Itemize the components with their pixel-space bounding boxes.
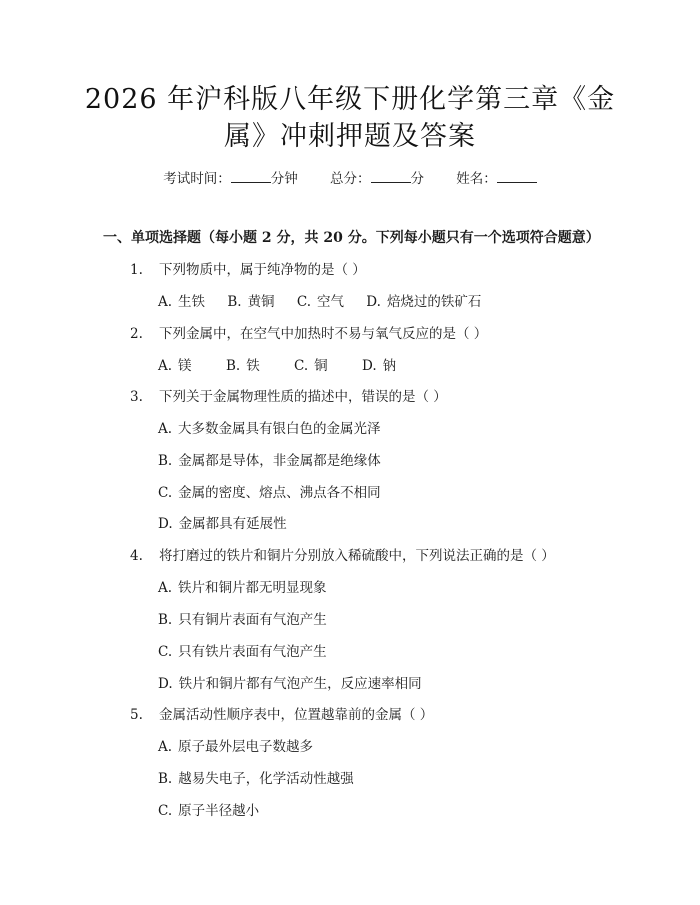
option-text: 钠 [382,358,397,374]
option-text: 金属的密度、熔点、沸点各不相同 [178,485,381,501]
question-4-option-a [158,578,327,598]
option-letter: C. [296,294,311,310]
question-number: 2. [130,326,143,342]
option-letter: C. [158,644,173,660]
question-2 [130,324,487,344]
option-letter: A. [158,580,173,596]
question-1 [130,260,366,280]
total-score-blank [371,168,411,183]
question-number: 3. [130,389,143,405]
option [158,292,205,312]
option-letter: A. [158,739,173,755]
option [362,356,396,376]
option-text: 焙烧过的铁矿石 [386,294,482,310]
option-text: 空气 [317,294,344,310]
document-title-line-1: 2026 年沪科版八年级下册化学第三章《金 [84,84,616,115]
question-3-option-b [158,451,381,471]
option-letter: A. [158,358,173,374]
exam-time-blank [231,168,271,183]
question-text: 金属活动性顺序表中，位置越靠前的金属（ ） [159,707,434,723]
option-text: 只有铁片表面有气泡产生 [178,644,327,660]
question-4-option-d [158,674,422,694]
exam-info-row [0,168,700,189]
option [294,356,362,376]
option-text: 金属都具有延展性 [178,516,287,532]
option-text: 铜 [314,358,328,374]
option-text: 铁 [246,358,260,374]
exam-time-label: 考试时间： [163,171,231,187]
total-score-field [330,168,424,189]
question-text: 将打磨过的铁片和铜片分别放入稀硫酸中，下列说法正确的是（ ） [159,548,555,564]
question-4-option-c [158,642,327,662]
question-1-options [158,292,481,312]
option-letter: C. [158,485,173,501]
option-text: 黄铜 [247,294,275,310]
option [158,356,226,376]
option-letter: D. [158,676,173,692]
option-letter: B. [227,294,242,310]
question-5-option-c [158,801,259,821]
option [226,356,294,376]
student-name-field [456,168,537,189]
question-number: 5. [130,707,143,723]
question-3-option-a [158,419,381,439]
option-letter: D. [366,294,381,310]
question-text: 下列关于金属物理性质的描述中，错误的是（ ） [159,389,447,405]
option-letter: B. [158,453,173,469]
total-score-label: 总分： [330,171,371,187]
option [227,292,274,312]
option-text: 只有铜片表面有气泡产生 [178,612,327,628]
student-name-blank [497,168,537,183]
option-text: 原子半径越小 [178,803,260,819]
question-3-option-d [158,514,287,534]
question-2-options [158,356,396,376]
question-4-option-b [158,610,327,630]
question-5-option-a [158,737,313,757]
option-letter: D. [158,516,173,532]
question-4 [130,546,555,566]
section-heading: 一、单项选择题（每小题 2 分，共 20 分。下列每小题只有一个选项符合题意） [103,230,600,246]
question-5 [130,705,433,725]
option-text: 越易失电子，化学活动性越强 [178,771,354,787]
total-score-unit: 分 [410,171,424,187]
option-letter: B. [158,612,173,628]
exam-time-field [163,168,298,189]
option-text: 生铁 [178,294,206,310]
option-text: 铁片和铜片都有气泡产生，反应速率相同 [178,676,422,692]
option-letter: C. [294,358,309,374]
option-text: 金属都是导体，非金属都是绝缘体 [178,453,381,469]
question-text: 下列物质中，属于纯净物的是（ ） [159,262,366,278]
question-number: 4. [130,548,143,564]
question-3 [130,387,447,407]
option-letter: A. [158,294,173,310]
option-text: 镁 [178,358,192,374]
option-letter: B. [226,358,241,374]
option-letter: D. [362,358,377,374]
exam-time-unit: 分钟 [270,171,298,187]
question-3-option-c [158,483,381,503]
option-letter: B. [158,771,173,787]
option-text: 铁片和铜片都无明显现象 [178,580,327,596]
option [297,292,344,312]
question-number: 1. [130,262,143,278]
question-5-option-b [158,769,354,789]
option-text: 大多数金属具有银白色的金属光泽 [178,421,381,437]
question-text: 下列金属中，在空气中加热时不易与氧气反应的是（ ） [159,326,488,342]
option-letter: A. [158,421,173,437]
option-text: 原子最外层电子数越多 [178,739,314,755]
student-name-label: 姓名： [456,171,497,187]
document-title-line-2: 属》冲刺押题及答案 [224,121,476,152]
option [366,292,481,312]
option-letter: C. [158,803,173,819]
